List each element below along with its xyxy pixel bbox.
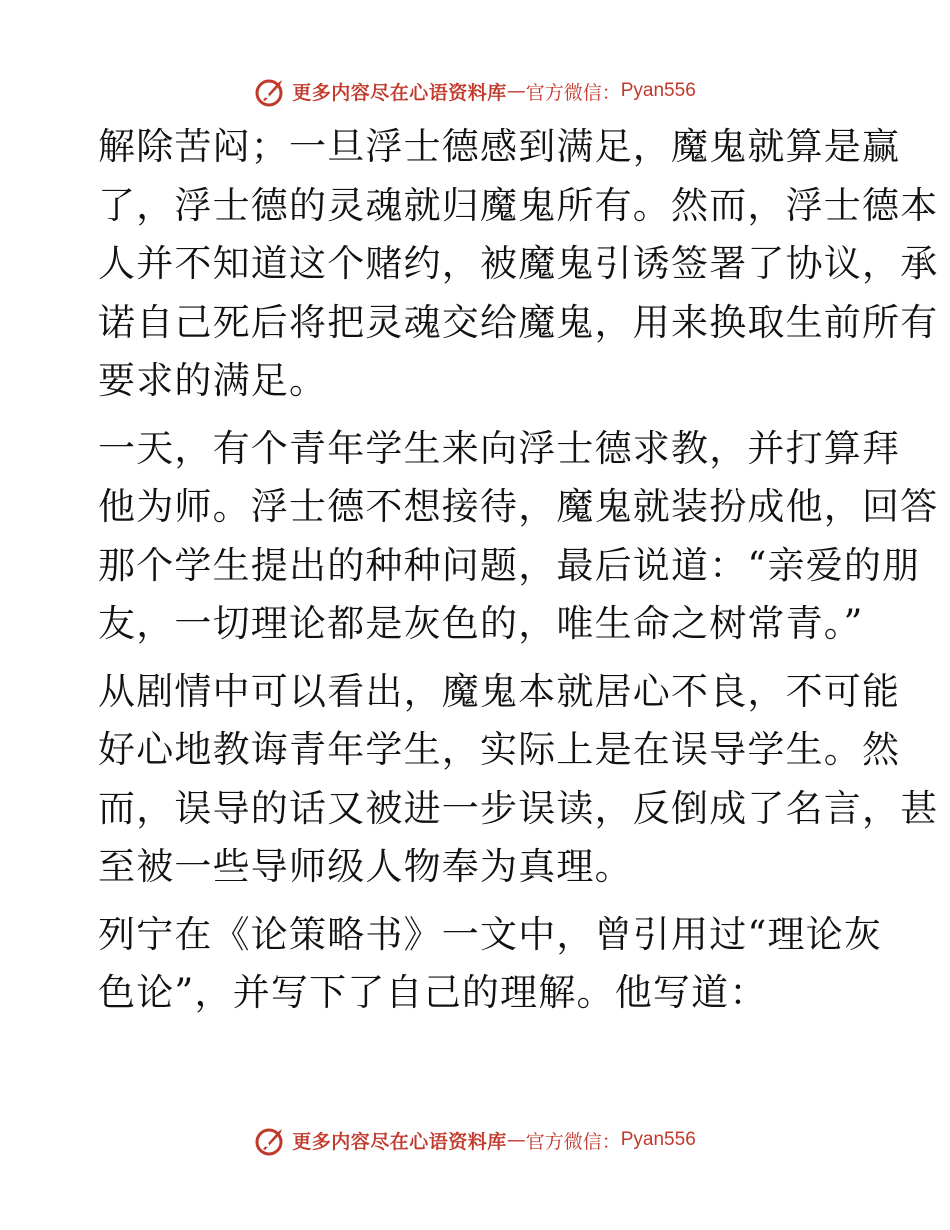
banner-wechat-label: 官方微信：	[525, 81, 621, 104]
banner-wechat-label: 官方微信：	[525, 1130, 621, 1153]
text-line: 色论”，并写下了自己的理解。他写道：	[98, 971, 768, 1014]
text-line: 从剧情中可以看出，魔鬼本就居心不良，不可能	[98, 669, 901, 713]
text-line: 他为师。浮士德不想接待，魔鬼就装扮成他，回答	[98, 485, 939, 528]
footer-banner	[0, 1120, 950, 1160]
paragraph	[98, 118, 939, 411]
paragraph	[98, 420, 939, 654]
banner-wechat-id: Pyan556	[620, 80, 696, 101]
text-line: 要求的满足。	[98, 359, 328, 402]
text-line: 了，浮士德的灵魂就归魔鬼所有。然而，浮士德本	[98, 183, 939, 227]
text-line: 一天，有个青年学生来向浮士德求教，并打算拜	[98, 426, 901, 470]
text-line: 诺自己死后将把灵魂交给魔鬼，用来换取生前所有	[98, 300, 939, 344]
pen-logo-icon	[254, 1123, 288, 1157]
paragraph	[98, 663, 939, 897]
document-body	[98, 118, 939, 1023]
text-line: 列宁在《论策略书》一文中，曾引用过“理论灰	[98, 912, 883, 956]
paragraph	[98, 906, 883, 1023]
banner-wechat-id: Pyan556	[620, 1129, 696, 1150]
text-line: 那个学生提出的种种问题，最后说道：“亲爱的朋	[98, 543, 921, 587]
text-line: 而，误导的话又被进一步误读，反倒成了名言，甚	[98, 786, 939, 830]
text-line: 人并不知道这个赌约，被魔鬼引诱签署了协议，承	[98, 242, 939, 285]
text-line: 至被一些导师级人物奉为真理。	[98, 845, 633, 888]
header-banner	[0, 71, 950, 111]
text-line: 解除苦闷；一旦浮士德感到满足，魔鬼就算是赢	[98, 125, 901, 168]
banner-dash: —	[506, 1129, 526, 1151]
pen-logo-icon	[254, 74, 288, 108]
text-line: 友，一切理论都是灰色的，唯生命之树常青。”	[98, 602, 864, 645]
banner-dash: —	[506, 80, 526, 102]
banner-title: 更多内容尽在心语资料库	[292, 1130, 507, 1153]
text-line: 好心地教诲青年学生，实际上是在误导学生。然	[98, 728, 901, 771]
banner-title: 更多内容尽在心语资料库	[292, 81, 507, 104]
